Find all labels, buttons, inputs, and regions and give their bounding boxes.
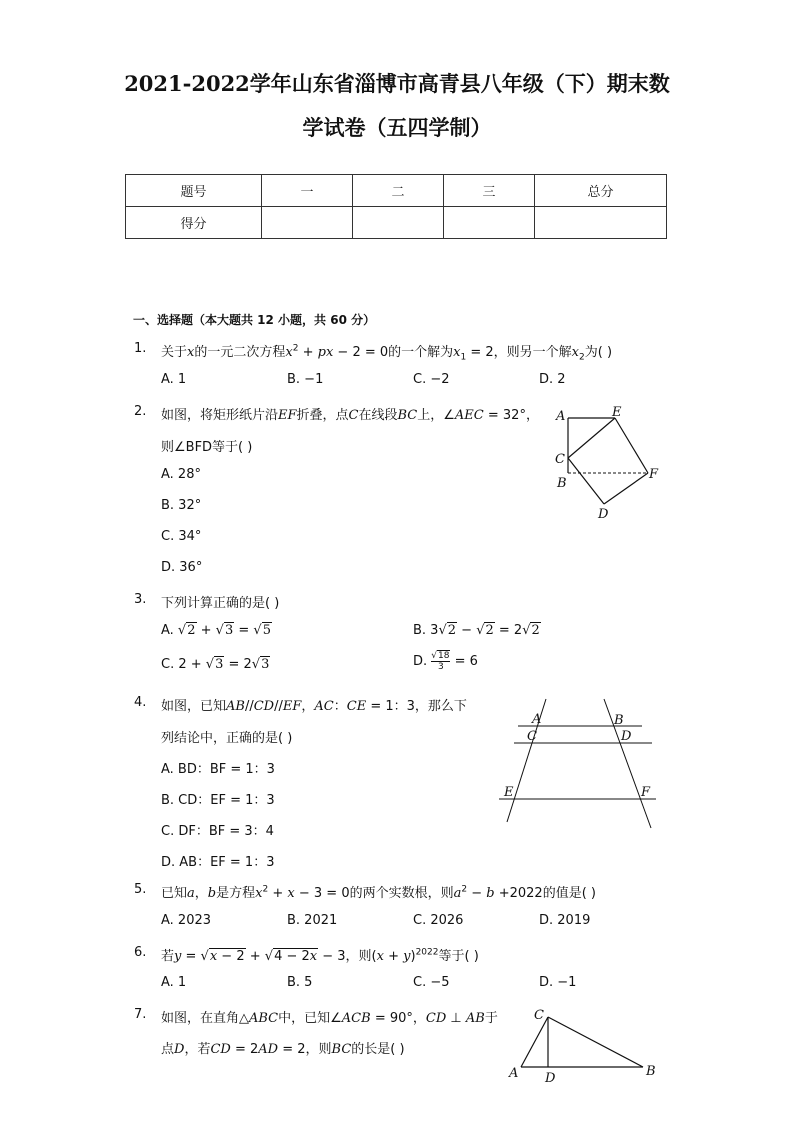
question-number: 7. [134,1007,147,1022]
point-label: F [641,785,651,800]
table-cell: 一 [262,175,353,207]
right-triangle-figure [506,1005,664,1087]
table-cell: 二 [353,175,444,207]
option: A. 1 [161,372,187,387]
option: C. −2 [413,372,450,387]
question-stem: 若y = √x − 2 + √4 − 2x − 3，则$(x + y)^{2022}$等于( ) [161,947,479,964]
table-row [126,207,667,239]
option: B. 32° [161,498,202,513]
fold-figure [548,400,668,525]
option: A. 28° [161,467,201,482]
table-row [126,175,667,207]
option: C. −5 [413,975,450,990]
question-stem: 如图，在直角△ABC中，已知∠ACB = 90°，CD ⊥ AB于 [161,1011,498,1026]
option: D. 2019 [539,913,591,928]
option: A. BD：BF = 1：3 [161,762,275,777]
table-cell [444,207,535,239]
table-cell [535,207,667,239]
question-stem-line2: 则∠BFD等于( ) [161,440,253,455]
question-stem: 如图，将矩形纸片沿EF折叠，点C在线段BC上，∠AEC = 32°， [161,408,539,423]
question-number: 5. [134,882,147,897]
point-label: B [557,476,567,491]
parallel-lines-figure [496,696,661,828]
table-cell: 得分 [126,207,262,239]
point-label: D [598,507,609,522]
point-label: A [556,409,566,424]
point-label: C [527,729,537,744]
table-cell: 题号 [126,175,262,207]
option: B. 5 [287,975,313,990]
point-label: E [612,405,622,420]
exam-title-line2: 学试卷（五四学制） [302,115,492,140]
section-heading: 一、选择题（本大题共 12 小题，共 60 分） [133,313,376,327]
point-label: E [504,785,514,800]
score-table [125,174,667,239]
option: A. √2 + √3 = √5 [161,623,271,638]
table-cell [262,207,353,239]
option: C. 2026 [413,913,464,928]
point-label: B [646,1064,656,1079]
question-stem-line2: 点D，若CD = 2AD = 2，则BC的长是( ) [161,1042,405,1057]
point-label: A [532,712,542,727]
option: C. DF：BF = 3：4 [161,824,274,839]
question-number: 3. [134,592,147,607]
option: B. −1 [287,372,324,387]
table-cell: 总分 [535,175,667,207]
point-label: F [649,467,659,482]
table-cell: 三 [444,175,535,207]
option: D. AB：EF = 1：3 [161,855,275,870]
point-label: B [614,713,624,728]
question-stem-line2: 列结论中，正确的是( ) [161,731,293,746]
point-label: D [621,729,632,744]
option: C. 34° [161,529,202,544]
point-label: A [509,1066,519,1081]
option: A. 2023 [161,913,212,928]
option: D. $\frac{√18}{3}$ = 6 [413,651,478,672]
option: A. 1 [161,975,187,990]
exam-title-line1: 2021-2022学年山东省淄博市高青县八年级（下）期末数 [124,71,670,96]
question-stem: 如图，已知AB//CD//EF，AC：CE = 1：3，那么下 [161,699,467,714]
point-label: C [534,1008,544,1023]
option: D. −1 [539,975,577,990]
point-label: D [545,1071,556,1086]
question-stem: 已知a，b是方程$x^2 + x - 3 = 0$的两个实数根，则$a^2 - b +2022$的值是( ) [161,884,596,901]
option: B. CD：EF = 1：3 [161,793,275,808]
option: C. 2 + √3 = 2√3 [161,657,270,672]
question-stem: 下列计算正确的是( ) [161,596,280,611]
option: B. 3√2 − √2 = 2√2 [413,623,540,638]
option: D. 2 [539,372,566,387]
question-number: 4. [134,695,147,710]
question-number: 1. [134,341,147,356]
question-number: 6. [134,945,147,960]
option: B. 2021 [287,913,338,928]
option: D. 36° [161,560,203,575]
question-number: 2. [134,404,147,419]
question-stem: 关于x的一元二次方程$x^2$ + px − 2 = 0的一个解为$x_1 = 2$，则另一个解$x_2$为( ) [161,343,613,363]
table-cell [353,207,444,239]
point-label: C [555,452,565,467]
